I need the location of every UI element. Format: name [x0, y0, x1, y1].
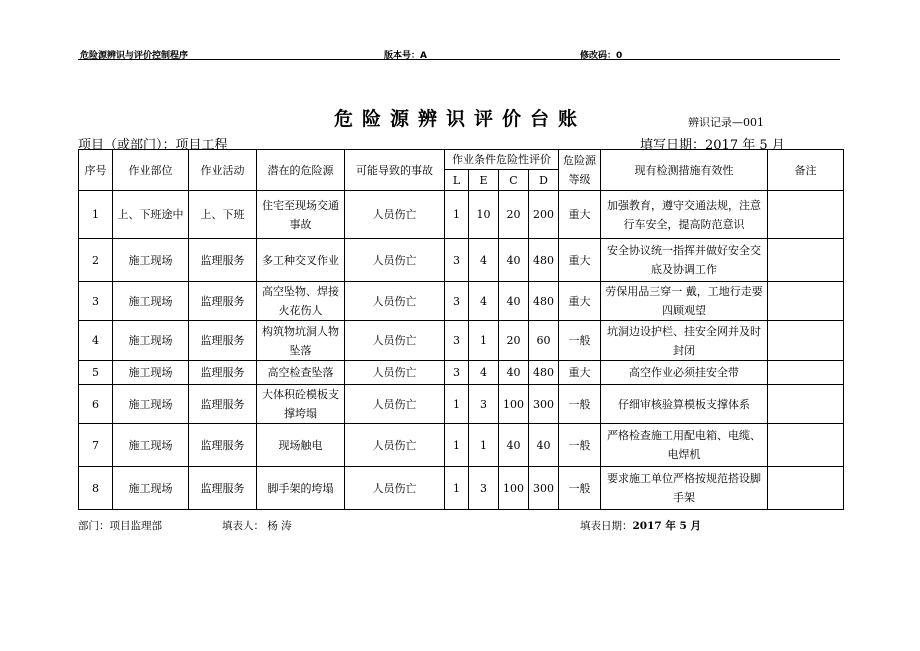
cell-L: 3 — [445, 239, 469, 282]
cell-E: 3 — [469, 385, 499, 424]
cell-E: 1 — [469, 321, 499, 361]
cell-level: 一般 — [559, 424, 601, 467]
cell-activity: 监理服务 — [189, 282, 257, 321]
cell-C: 20 — [499, 321, 529, 361]
cell-level: 重大 — [559, 361, 601, 385]
cell-dept: 施工现场 — [113, 321, 189, 361]
cell-activity: 监理服务 — [189, 321, 257, 361]
cell-dept: 施工现场 — [113, 424, 189, 467]
cell-accident: 人员伤亡 — [345, 239, 445, 282]
cell-E: 1 — [469, 424, 499, 467]
cell-seq: 4 — [79, 321, 113, 361]
col-dept: 作业部位 — [113, 150, 189, 191]
table-row — [79, 385, 844, 424]
cell-measures: 高空作业必须挂安全带 — [601, 361, 768, 385]
header-divider — [78, 59, 840, 60]
record-number: 辨识记录—001 — [688, 116, 764, 129]
cell-seq: 8 — [79, 467, 113, 510]
cell-D: 480 — [529, 239, 559, 282]
cell-remark — [768, 239, 844, 282]
cell-level: 重大 — [559, 239, 601, 282]
cell-measures: 要求施工单位严格按规范搭设脚手架 — [601, 467, 768, 510]
cell-remark — [768, 424, 844, 467]
cell-E: 4 — [469, 282, 499, 321]
col-L: L — [445, 170, 469, 191]
cell-seq: 3 — [79, 282, 113, 321]
project-label: 项目（或部门）：项目工程 — [78, 138, 228, 153]
cell-L: 3 — [445, 282, 469, 321]
cell-remark — [768, 467, 844, 510]
cell-seq: 5 — [79, 361, 113, 385]
cell-hazard: 现场触电 — [257, 424, 345, 467]
cell-remark — [768, 361, 844, 385]
table-row — [79, 282, 844, 321]
col-accident: 可能导致的事故 — [345, 150, 445, 191]
cell-seq: 6 — [79, 385, 113, 424]
cell-level: 重大 — [559, 282, 601, 321]
cell-L: 3 — [445, 321, 469, 361]
cell-activity: 监理服务 — [189, 239, 257, 282]
header-revision: 修改码：0 — [580, 51, 623, 61]
cell-D: 200 — [529, 191, 559, 239]
cell-accident: 人员伤亡 — [345, 467, 445, 510]
cell-measures: 安全协议统一指挥并做好安全交底及协调工作 — [601, 239, 768, 282]
fill-date: 填写日期：2017 年 5 月 — [640, 138, 785, 153]
cell-hazard: 多工种交叉作业 — [257, 239, 345, 282]
cell-dept: 施工现场 — [113, 467, 189, 510]
table-row — [79, 467, 844, 510]
cell-E: 10 — [469, 191, 499, 239]
cell-accident: 人员伤亡 — [345, 424, 445, 467]
table-row — [79, 191, 844, 239]
cell-remark — [768, 191, 844, 239]
cell-D: 480 — [529, 361, 559, 385]
cell-level: 一般 — [559, 321, 601, 361]
col-C: C — [499, 170, 529, 191]
table-row — [79, 321, 844, 361]
header-doc-title: 危险源辨识与评价控制程序 — [80, 51, 189, 61]
footer-filler: 填表人： 杨 涛 — [222, 520, 292, 532]
cell-measures: 加强教育，遵守交通法规，注意行车安全，提高防范意识 — [601, 191, 768, 239]
cell-accident: 人员伤亡 — [345, 321, 445, 361]
cell-activity: 监理服务 — [189, 424, 257, 467]
cell-D: 60 — [529, 321, 559, 361]
cell-D: 480 — [529, 282, 559, 321]
cell-accident: 人员伤亡 — [345, 361, 445, 385]
cell-D: 300 — [529, 385, 559, 424]
col-hazard: 潜在的危险源 — [257, 150, 345, 191]
cell-accident: 人员伤亡 — [345, 282, 445, 321]
cell-D: 40 — [529, 424, 559, 467]
cell-L: 1 — [445, 424, 469, 467]
cell-seq: 1 — [79, 191, 113, 239]
cell-hazard: 大体积砼模板支撑垮塌 — [257, 385, 345, 424]
col-activity: 作业活动 — [189, 150, 257, 191]
cell-seq: 7 — [79, 424, 113, 467]
cell-C: 20 — [499, 191, 529, 239]
col-remark: 备注 — [768, 150, 844, 191]
cell-hazard: 高空坠物、焊接火花伤人 — [257, 282, 345, 321]
cell-dept: 施工现场 — [113, 385, 189, 424]
cell-seq: 2 — [79, 239, 113, 282]
cell-E: 3 — [469, 467, 499, 510]
cell-C: 100 — [499, 385, 529, 424]
cell-measures: 劳保用品三穿一 戴，工地行走要四顾观望 — [601, 282, 768, 321]
cell-dept: 施工现场 — [113, 239, 189, 282]
cell-C: 40 — [499, 282, 529, 321]
cell-L: 1 — [445, 385, 469, 424]
cell-E: 4 — [469, 361, 499, 385]
cell-C: 100 — [499, 467, 529, 510]
cell-L: 3 — [445, 361, 469, 385]
cell-level: 重大 — [559, 191, 601, 239]
cell-activity: 监理服务 — [189, 361, 257, 385]
cell-hazard: 住宅至现场交通事故 — [257, 191, 345, 239]
table-row — [79, 361, 844, 385]
cell-measures: 严格检查施工用配电箱、电缆、电焊机 — [601, 424, 768, 467]
cell-activity: 监理服务 — [189, 385, 257, 424]
col-measures: 现有检测措施有效性 — [601, 150, 768, 191]
cell-L: 1 — [445, 467, 469, 510]
cell-D: 300 — [529, 467, 559, 510]
cell-hazard: 高空检查坠落 — [257, 361, 345, 385]
footer-date-label: 填表日期： — [580, 520, 633, 532]
cell-remark — [768, 321, 844, 361]
col-D: D — [529, 170, 559, 191]
col-eval: 作业条件危险性评价 — [445, 150, 559, 170]
col-seq: 序号 — [79, 150, 113, 191]
cell-C: 40 — [499, 424, 529, 467]
col-level: 危险源等级 — [559, 150, 601, 191]
cell-L: 1 — [445, 191, 469, 239]
cell-measures: 坑洞边设护栏、挂安全网并及时封闭 — [601, 321, 768, 361]
cell-activity: 监理服务 — [189, 467, 257, 510]
cell-measures: 仔细审核验算模板支撑体系 — [601, 385, 768, 424]
cell-accident: 人员伤亡 — [345, 385, 445, 424]
table-row — [79, 239, 844, 282]
cell-dept: 施工现场 — [113, 282, 189, 321]
cell-level: 一般 — [559, 467, 601, 510]
footer-dept: 部门：项目监理部 — [78, 520, 162, 532]
cell-remark — [768, 282, 844, 321]
cell-E: 4 — [469, 239, 499, 282]
cell-accident: 人员伤亡 — [345, 191, 445, 239]
cell-dept: 施工现场 — [113, 361, 189, 385]
col-E: E — [469, 170, 499, 191]
cell-C: 40 — [499, 239, 529, 282]
cell-hazard: 构筑物坑洞人物坠落 — [257, 321, 345, 361]
cell-level: 一般 — [559, 385, 601, 424]
page-title: 危险源辨识评价台账 — [333, 108, 586, 130]
cell-activity: 上、下班 — [189, 191, 257, 239]
hazard-ledger-table — [78, 149, 844, 510]
cell-dept: 上、下班途中 — [113, 191, 189, 239]
cell-hazard: 脚手架的垮塌 — [257, 467, 345, 510]
cell-C: 40 — [499, 361, 529, 385]
table-row — [79, 424, 844, 467]
header-version: 版本号：A — [384, 51, 427, 61]
cell-remark — [768, 385, 844, 424]
footer-date-value: 2017 年 5 月 — [632, 520, 701, 532]
